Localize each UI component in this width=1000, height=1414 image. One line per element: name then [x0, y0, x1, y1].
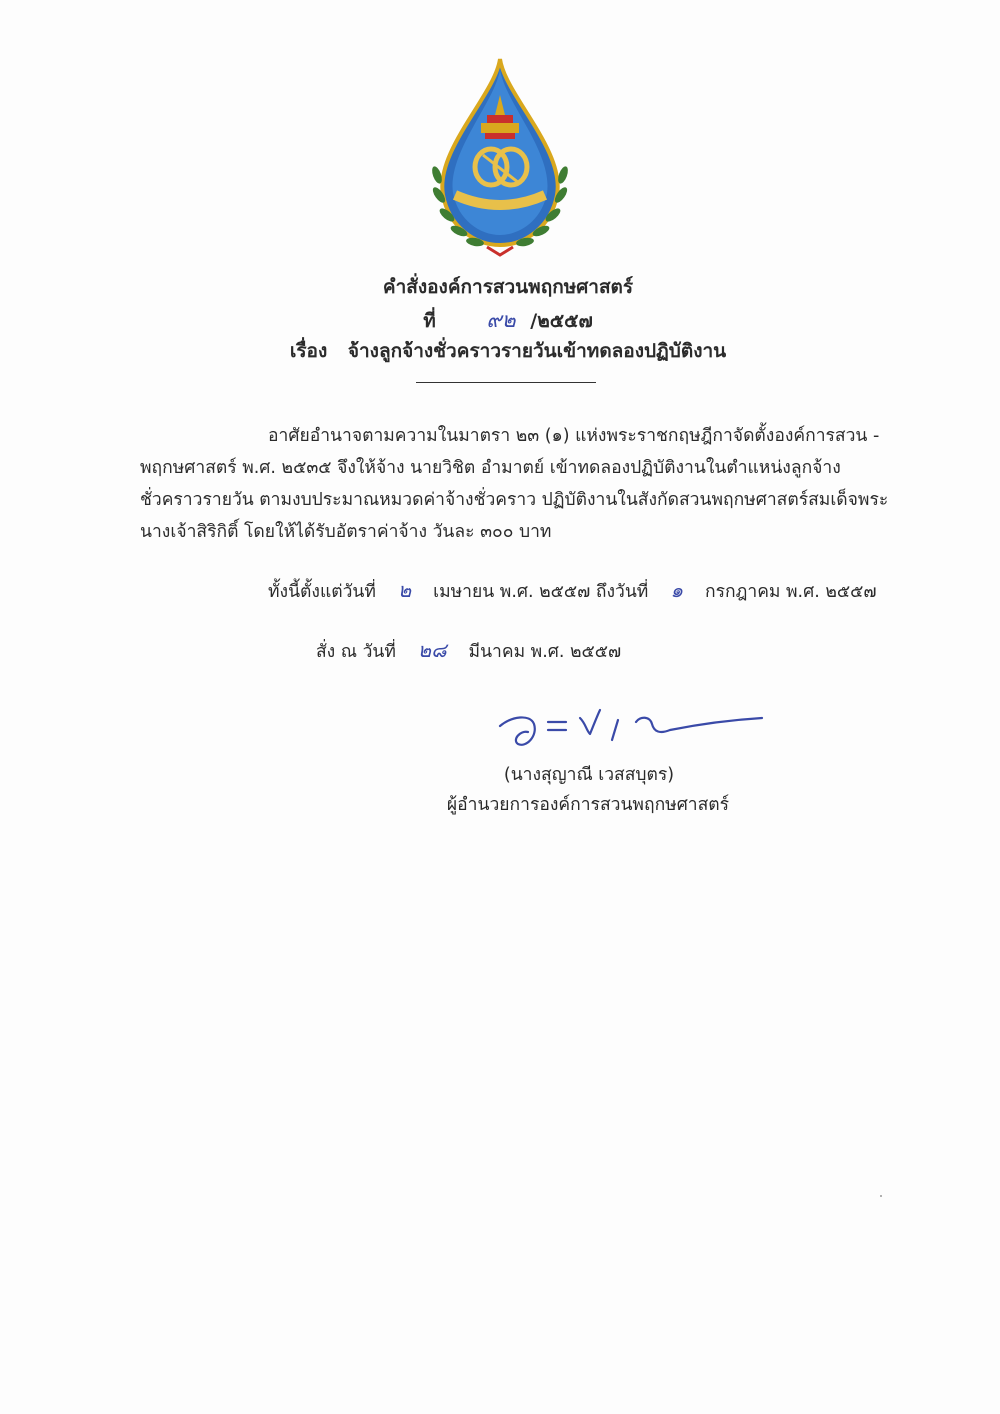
issued-prefix: สั่ง ณ วันที่ [316, 642, 396, 662]
signer-position: ผู้อำนวยการองค์การสวนพฤกษศาสตร์ [446, 795, 730, 815]
order-title: คำสั่งองค์การสวนพฤกษศาสตร์ [382, 276, 634, 298]
signer-name: (นางสุญาณี เวสสบุตร) [503, 765, 675, 785]
handwritten-signature [490, 700, 770, 760]
order-body [140, 420, 920, 548]
order-number-label: ที่ [423, 310, 436, 332]
organization-emblem-icon [425, 55, 575, 260]
subject-text: จ้างลูกจ้างชั่วคราวรายวันเข้าทดลองปฏิบัติงาน [347, 340, 727, 362]
subject-label: เรื่อง [289, 340, 328, 362]
body-line: อาศัยอำนาจตามความในมาตรา ๒๓ (๑) แห่งพระราชกฤษฎีกาจัดตั้งองค์การสวน - [268, 426, 880, 446]
body-line: พฤกษศาสตร์ พ.ศ. ๒๕๓๕ จึงให้จ้าง นายวิชิต อำมาตย์ เข้าทดลองปฏิบัติงานในตำแหน่งลูกจ้าง [140, 458, 841, 478]
body-line: ชั่วคราวรายวัน ตามงบประมาณหมวดค่าจ้างชั่วคราว ปฏิบัติงานในสังกัดสวนพฤกษศาสตร์สมเด็จพระ [140, 490, 889, 510]
order-number-handwritten: ๙๒ [486, 308, 516, 332]
order-number-year: /๒๕๕๗ [530, 310, 593, 332]
period-end-rest: กรกฎาคม พ.ศ. ๒๕๕๗ [705, 582, 877, 602]
scan-speck [880, 1195, 882, 1197]
body-line: นางเจ้าสิริกิติ์ โดยให้ได้รับอัตราค่าจ้าง วันละ ๓๐๐ บาท [140, 522, 552, 542]
period-start-day: ๒ [397, 578, 412, 602]
period-end-day: ๑ [670, 578, 684, 602]
issued-day: ๒๘ [417, 638, 447, 662]
issued-rest: มีนาคม พ.ศ. ๒๕๕๗ [468, 642, 622, 662]
effective-period [268, 574, 877, 606]
issue-date [316, 634, 621, 666]
period-start-rest: เมษายน พ.ศ. ๒๕๕๗ ถึงวันที่ [433, 582, 649, 602]
order-subject [8, 336, 1000, 366]
period-prefix: ทั้งนี้ตั้งแต่วันที่ [268, 582, 376, 602]
header-divider [416, 382, 596, 383]
order-number [8, 304, 1000, 337]
